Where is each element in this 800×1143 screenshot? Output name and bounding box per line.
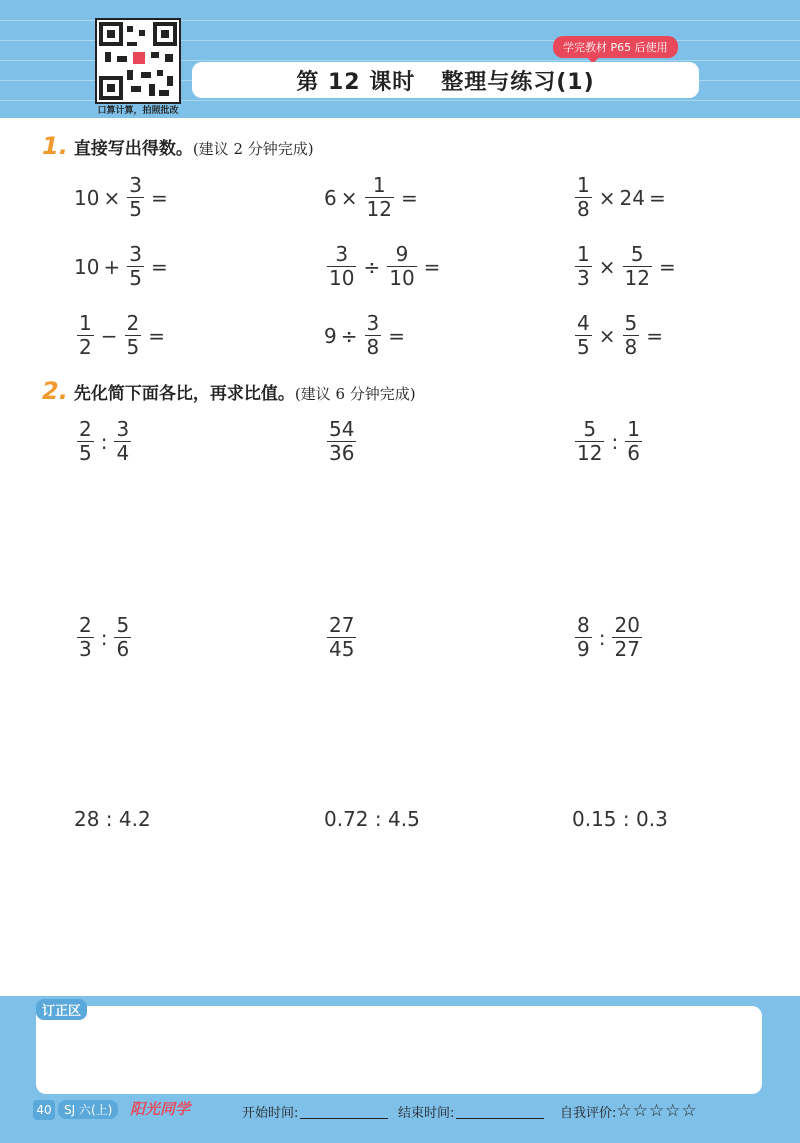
ratio-6: $\frac{8}{9}$ : $\frac{20}{27}$ xyxy=(577,613,640,661)
brand-logo: 阳光同学 xyxy=(130,1100,191,1118)
section1-heading: 1. 直接写出得数。(建议 2 分钟完成) xyxy=(42,132,314,160)
page-title xyxy=(192,62,699,98)
problem-2: 6 × $\frac{1}{12}$ = xyxy=(324,173,418,221)
correction-label: 订正区 xyxy=(36,999,87,1020)
ratio-2: $\frac{54}{36}$ xyxy=(329,417,355,465)
start-time-field[interactable]: 开始时间: xyxy=(242,1100,388,1122)
problem-8: 9 ÷ $\frac{3}{8}$ = xyxy=(324,311,405,359)
problem-9: $\frac{4}{5}$ × $\frac{5}{8}$ = xyxy=(577,311,663,359)
lesson-number: 第 12 课时 xyxy=(296,69,416,95)
ratio-4: $\frac{2}{3}$ : $\frac{5}{6}$ xyxy=(79,613,130,661)
ratio-8: 0.72 : 4.5 xyxy=(324,807,420,831)
rating-stars-icon[interactable]: ☆☆☆☆☆ xyxy=(616,1101,698,1121)
problem-5: $\frac{3}{10}$ ÷ $\frac{9}{10}$ = xyxy=(329,242,441,290)
ratio-5: $\frac{27}{45}$ xyxy=(329,613,355,661)
edition-badge: SJ 六(上) xyxy=(58,1100,118,1119)
usage-badge: 学完教材 P65 后使用 xyxy=(553,36,678,58)
self-evaluation: 自我评价: ☆☆☆☆☆ xyxy=(560,1101,698,1121)
ratio-9: 0.15 : 0.3 xyxy=(572,807,668,831)
problem-1: 10 × $\frac{3}{5}$ = xyxy=(74,173,168,221)
end-time-field[interactable]: 结束时间: xyxy=(398,1100,544,1122)
correction-area[interactable] xyxy=(36,1006,762,1094)
ratio-1: $\frac{2}{5}$ : $\frac{3}{4}$ xyxy=(79,417,130,465)
problem-7: $\frac{1}{2}$ − $\frac{2}{5}$ = xyxy=(79,311,165,359)
section2-heading: 2. 先化简下面各比，再求比值。(建议 6 分钟完成) xyxy=(42,377,416,405)
ratio-7: 28 : 4.2 xyxy=(74,807,151,831)
problem-3: $\frac{1}{8}$ × 24 = xyxy=(577,173,666,221)
problem-4: 10 + $\frac{3}{5}$ = xyxy=(74,242,168,290)
qr-caption: 口算计算，拍照批改 xyxy=(97,106,179,116)
qr-code-icon[interactable] xyxy=(95,18,181,104)
ratio-3: $\frac{5}{12}$ : $\frac{1}{6}$ xyxy=(577,417,640,465)
lesson-title: 整理与练习(1) xyxy=(441,69,595,95)
problem-6: $\frac{1}{3}$ × $\frac{5}{12}$ = xyxy=(577,242,676,290)
page-number: 40 xyxy=(33,1100,55,1120)
